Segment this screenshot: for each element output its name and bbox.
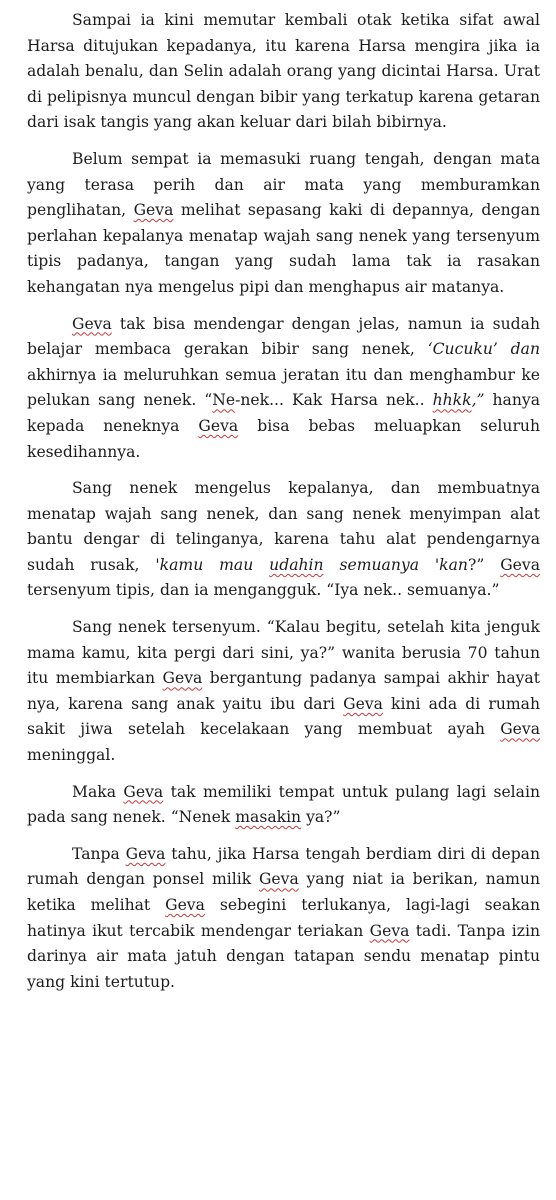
spellcheck-flagged-word: Geva [125,844,166,863]
spellcheck-flagged-word: Geva [500,555,540,574]
paragraph [27,147,540,301]
text-segment: Sang nenek tersenyum. “Kalau begitu, setelah kita jenguk mama kamu, kita pergi dari sini, ya?” wanita berusia 70 tahun itu membiarkan [27,618,540,688]
text-segment: Sampai ia kini memutar kembali otak ketika sifat awal Harsa ditujukan kepadanya, itu karena Harsa mengira jika ia adalah benalu, dan Selin adalah orang yang dicintai Harsa. Urat di pelipisnya muncul dengan bibir yang terkatup karena getaran dari isak tangis yang akan keluar dari bilah bibirnya. [27,11,540,132]
text-segment: Belum sempat ia memasuki ruang tengah, dengan mata yang terasa perih dan air mata yang memburamkan penglihatan, [27,149,540,220]
text-segment: bergantung padanya sampai akhir hayat nya, karena sang anak yaitu ibu dari [27,669,540,713]
spellcheck-flagged-word: Geva [500,720,540,739]
text-segment: -nek... Kak Harsa nek.. [235,391,433,410]
document-body [27,8,540,995]
text-segment: meninggal. [27,746,116,765]
text-segment: 'kamu mau [155,555,270,574]
text-segment: Maka [72,782,124,801]
text-segment: yang niat ia berikan, namun ketika melihat [27,870,541,914]
spellcheck-flagged-word: Geva [343,694,383,713]
text-segment: ya?” [301,808,341,827]
spellcheck-flagged-word: Ne [212,391,236,410]
spellcheck-flagged-word: Geva [123,782,164,801]
spellcheck-flagged-word: Geva [133,201,174,220]
text-segment: Sang nenek mengelus kepalanya, dan membuatnya menatap wajah sang nenek, dan sang nenek menyimpan alat bantu dengar di telinganya, karena tahu alat pendengarnya sudah rusak, [27,479,540,574]
text-segment: tersenyum tipis, dan ia mengangguk. “Iya nek.. semuanya.” [27,581,500,600]
paragraph [27,615,540,769]
text-segment: akhirnya ia meluruhkan semua jeratan itu dan menghambur ke pelukan sang nenek. “ [27,365,540,410]
spellcheck-flagged-word: Geva [198,416,239,435]
text-segment: hanya kepada neneknya [27,391,540,435]
text-segment: sebegini terlukanya, lagi-lagi seakan hatinya ikut tercabik mendengar teriakan [27,896,540,940]
text-segment: tak memiliki tempat untuk pulang lagi selain pada sang nenek. “Nenek [27,782,540,827]
text-segment: bisa bebas meluapkan seluruh kesedihannya. [27,416,540,461]
paragraph [27,780,540,831]
spellcheck-flagged-word: Geva [72,314,112,333]
text-segment: melihat sepasang kaki di depannya, dengan perlahan kepalanya menatap wajah sang nenek yang tersenyum tipis padanya, tangan yang sudah lama tak ia rasakan kehangatan nya mengelus pipi dan menghapus air matanya. [27,201,540,296]
text-segment: Tanpa [72,844,126,863]
text-segment: kini ada di rumah sakit jiwa setelah kecelakaan yang membuat ayah [27,694,541,739]
spellcheck-flagged-word: Geva [258,870,299,889]
spellcheck-flagged-word: Geva [165,896,205,914]
text-segment: tadi. Tanpa izin darinya air mata jatuh dengan tatapan sendu menatap pintu yang kini tertutup. [27,921,540,991]
spellcheck-flagged-word: Geva [369,921,410,940]
spellcheck-flagged-word: udahin [269,555,324,574]
text-segment: ,” [471,391,485,410]
text-segment: semuanya 'kan [323,555,468,574]
spellcheck-flagged-word: masakin [235,808,302,827]
text-segment: ?” [467,555,501,574]
paragraph [27,312,540,466]
text-segment: tak bisa mendengar dengan jelas, namun ia sudah belajar membaca gerakan bibir sang nenek, [27,314,540,359]
text-segment: ‘Cucuku’ dan [427,340,540,359]
text-segment: tahu, jika Harsa tengah berdiam diri di depan rumah dengan ponsel milik [27,844,541,889]
paragraph [27,842,540,996]
spellcheck-flagged-word: hhkk [432,391,472,410]
paragraph [27,476,540,604]
spellcheck-flagged-word: Geva [162,669,203,688]
paragraph [27,8,540,136]
